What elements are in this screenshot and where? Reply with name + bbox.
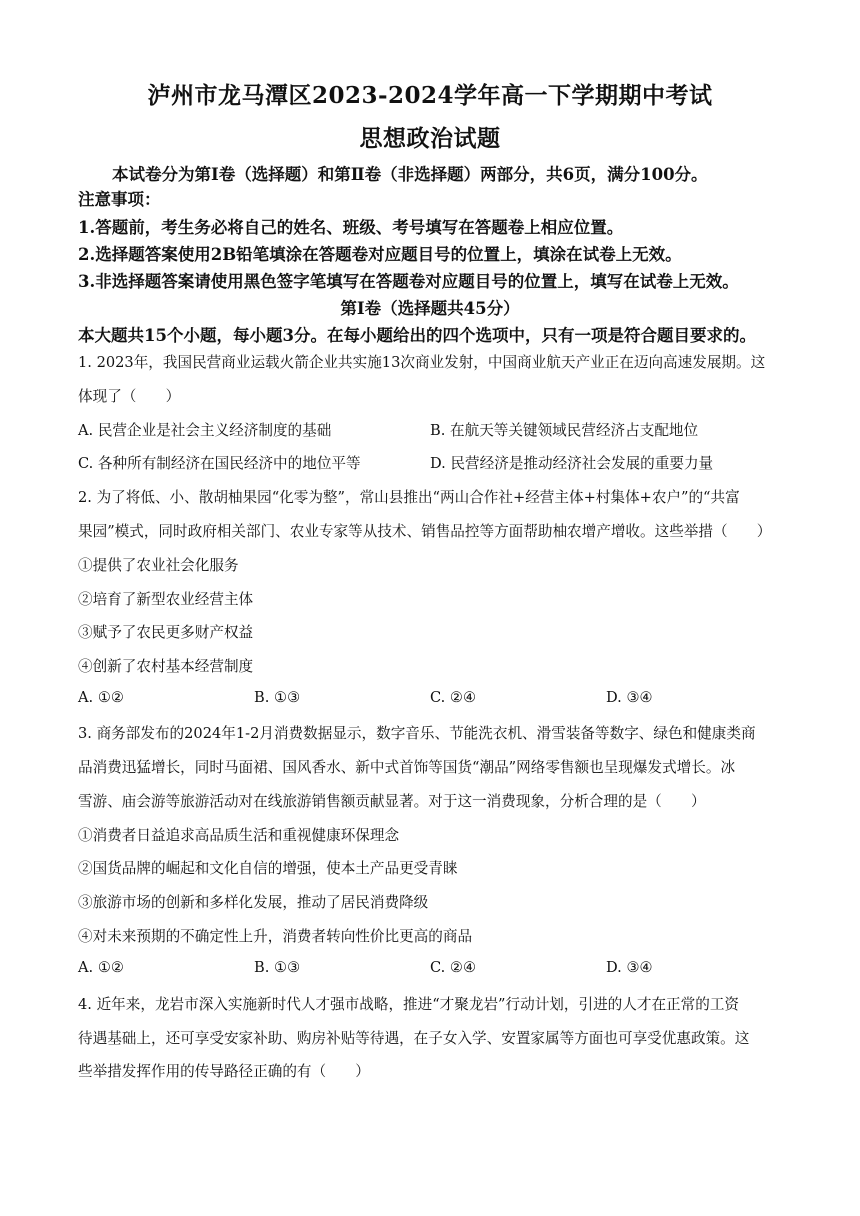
question-stem-line: 体现了（ ） (78, 388, 181, 405)
option-a[interactable]: A. ①② (78, 959, 124, 976)
question-stem-line: 品消费迅猛增长，同时马面裙、国风香水、新中式首饰等国货“潮品”网络零售额也呈现爆发式增长。冰 (78, 759, 736, 776)
question-stem-line: 些举措发挥作用的传导路径正确的有（ ） (78, 1063, 370, 1080)
section-heading: 第Ⅰ卷（选择题共45分） (340, 299, 520, 318)
option-b[interactable]: B. ①③ (254, 689, 301, 706)
statement-item: ③赋予了农民更多财产权益 (78, 624, 254, 641)
statement-item: ④对未来预期的不确定性上升，消费者转向性价比更高的商品 (78, 928, 473, 945)
statement-item: ③旅游市场的创新和多样化发展，推动了居民消费降级 (78, 894, 429, 911)
notice-heading: 注意事项： (78, 190, 161, 209)
statement-item: ①消费者日益追求高品质生活和重视健康环保理念 (78, 827, 400, 844)
question-stem-line: 2. 为了将低、小、散胡柚果园“化零为整”，常山县推出“两山合作社+经营主体+村集体+农户”的“共富 (78, 489, 740, 506)
question-stem-line: 待遇基础上，还可享受安家补助、购房补贴等待遇，在子女入学、安置家属等方面也可享受优惠政策。这 (78, 1030, 750, 1047)
statement-item: ①提供了农业社会化服务 (78, 557, 239, 574)
notice-item: 2.选择题答案使用2B铅笔填涂在答题卷对应题目号的位置上，填涂在试卷上无效。 (78, 245, 682, 264)
question-stem-line: 1. 2023年，我国民营商业运载火箭企业共实施13次商业发射，中国商业航天产业正在迈向高速发展期。这 (78, 354, 766, 371)
statement-item: ②国货品牌的崛起和文化自信的增强，使本土产品更受青睐 (78, 860, 458, 877)
option-c[interactable]: C. ②④ (430, 959, 477, 976)
option-a[interactable]: A. 民营企业是社会主义经济制度的基础 (78, 422, 332, 439)
question-stem-line: 3. 商务部发布的2024年1-2月消费数据显示，数字音乐、节能洗衣机、滑雪装备等数字、绿色和健康类商 (78, 725, 756, 742)
notice-item: 1.答题前，考生务必将自己的姓名、班级、考号填写在答题卷上相应位置。 (78, 218, 624, 237)
question-stem-line: 果园”模式，同时政府相关部门、农业专家等从技术、销售品控等方面帮助柚农增产增收。这些举措（ ） (78, 523, 772, 540)
exam-title: 泸州市龙马潭区2023-2024学年高一下学期期中考试 (147, 82, 713, 109)
statement-item: ②培育了新型农业经营主体 (78, 591, 254, 608)
question-stem-line: 4. 近年来，龙岩市深入实施新时代人才强市战略，推进“才聚龙岩”行动计划，引进的人才在正常的工资 (78, 996, 740, 1013)
option-c[interactable]: C. 各种所有制经济在国民经济中的地位平等 (78, 455, 361, 472)
option-d[interactable]: D. 民营经济是推动经济社会发展的重要力量 (430, 455, 714, 472)
option-b[interactable]: B. ①③ (254, 959, 301, 976)
exam-subtitle: 思想政治试题 (359, 125, 501, 152)
statement-item: ④创新了农村基本经营制度 (78, 658, 254, 675)
section-instruction: 本大题共15个小题，每小题3分。在每小题给出的四个选项中，只有一项是符合题目要求的。 (78, 326, 756, 345)
option-a[interactable]: A. ①② (78, 689, 124, 706)
option-d[interactable]: D. ③④ (606, 689, 653, 706)
option-b[interactable]: B. 在航天等关键领域民营经济占支配地位 (430, 422, 699, 439)
question-stem-line: 雪游、庙会游等旅游活动对在线旅游销售额贡献显著。对于这一消费现象，分析合理的是（ ） (78, 793, 706, 810)
option-d[interactable]: D. ③④ (606, 959, 653, 976)
notice-item: 3.非选择题答案请使用黑色签字笔填写在答题卷对应题目号的位置上，填写在试卷上无效。 (78, 272, 739, 291)
exam-intro: 本试卷分为第Ⅰ卷（选择题）和第Ⅱ卷（非选择题）两部分，共6页，满分100分。 (112, 165, 708, 184)
option-c[interactable]: C. ②④ (430, 689, 477, 706)
